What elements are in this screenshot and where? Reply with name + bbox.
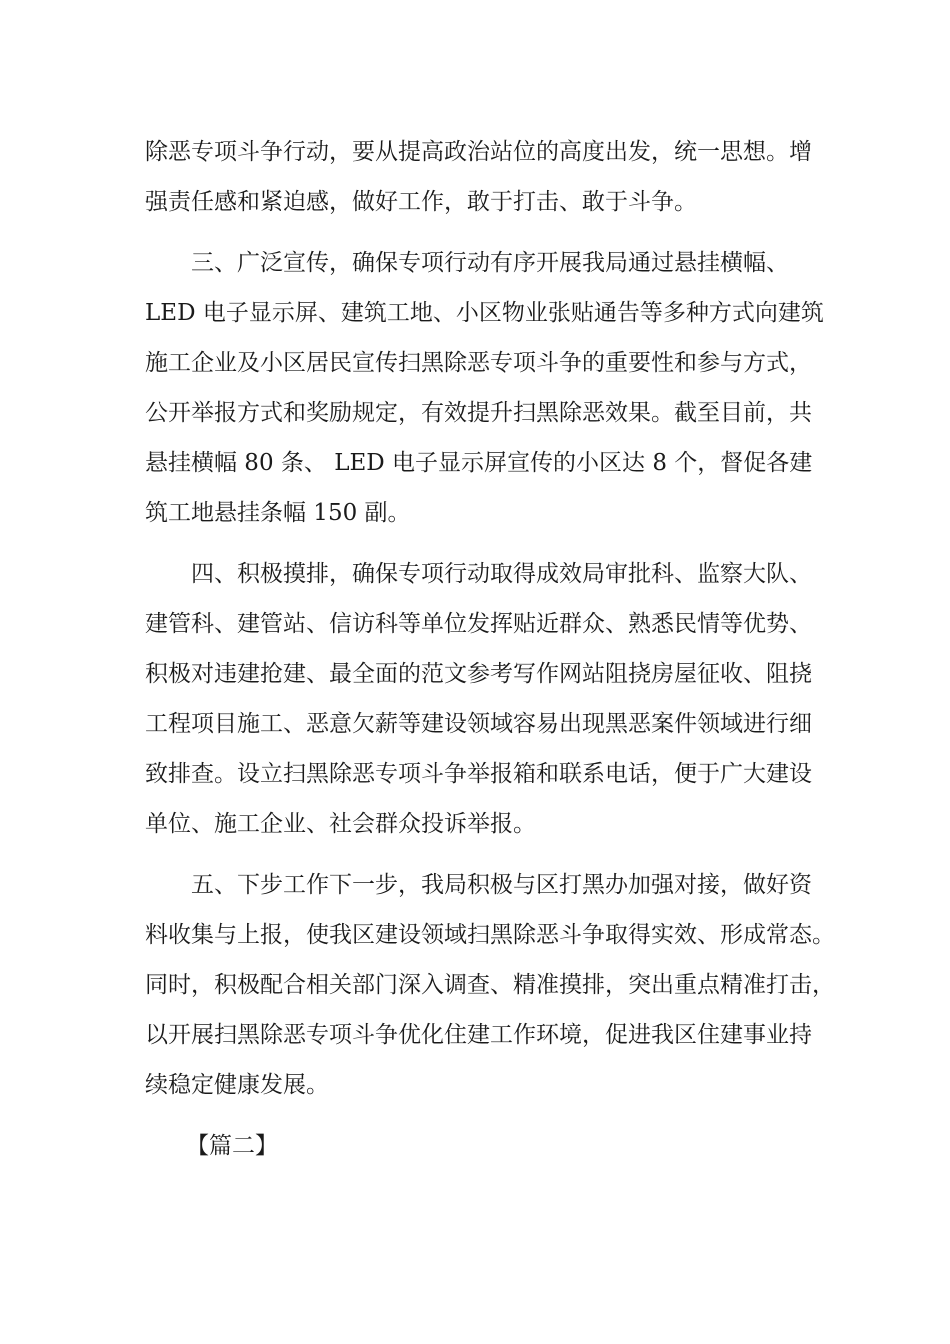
paragraph-line: 致排查。设立扫黑除恶专项斗争举报箱和联系电话，便于广大建设: [145, 761, 812, 787]
paragraph-line: LED 电子显示屏、建筑工地、小区物业张贴通告等多种方式向建筑: [145, 300, 824, 326]
paragraph-line: 以开展扫黑除恶专项斗争优化住建工作环境，促进我区住建事业持: [145, 1022, 812, 1048]
paragraph-line: 筑工地悬挂条幅 150 副。: [145, 500, 411, 526]
paragraph-line: 施工企业及小区居民宣传扫黑除恶专项斗争的重要性和参与方式，: [145, 350, 812, 376]
paragraph-line: 工程项目施工、恶意欠薪等建设领域容易出现黑恶案件领域进行细: [145, 711, 812, 737]
section-five-line: 五、下步工作下一步，我局积极与区打黑办加强对接，做好资: [191, 872, 812, 898]
paragraph-line: 料收集与上报，使我区建设领域扫黑除恶斗争取得实效、形成常态。: [145, 922, 835, 948]
paragraph-line: 积极对违建抢建、最全面的范文参考写作网站阻挠房屋征收、阻挠: [145, 661, 812, 687]
paragraph-line: 除恶专项斗争行动，要从提高政治站位的高度出发，统一思想。增: [145, 139, 812, 165]
section-four-line: 四、积极摸排，确保专项行动取得成效局审批科、监察大队、: [191, 561, 812, 587]
paragraph-line: 建管科、建管站、信访科等单位发挥贴近群众、熟悉民情等优势、: [145, 611, 812, 637]
paragraph-line: 公开举报方式和奖励规定，有效提升扫黑除恶效果。截至目前，共: [145, 400, 812, 426]
section-heading: 【篇二】: [186, 1133, 278, 1159]
paragraph-line: 续稳定健康发展。: [145, 1072, 329, 1098]
paragraph-line: 强责任感和紧迫感，做好工作，敢于打击、敢于斗争。: [145, 189, 697, 215]
paragraph-line: 悬挂横幅 80 条、 LED 电子显示屏宣传的小区达 8 个，督促各建: [145, 450, 813, 476]
paragraph-line: 同时，积极配合相关部门深入调查、精准摸排，突出重点精准打击，: [145, 972, 835, 998]
paragraph-line: 单位、施工企业、社会群众投诉举报。: [145, 811, 536, 837]
section-three-line: 三、广泛宣传，确保专项行动有序开展我局通过悬挂横幅、: [191, 250, 789, 276]
